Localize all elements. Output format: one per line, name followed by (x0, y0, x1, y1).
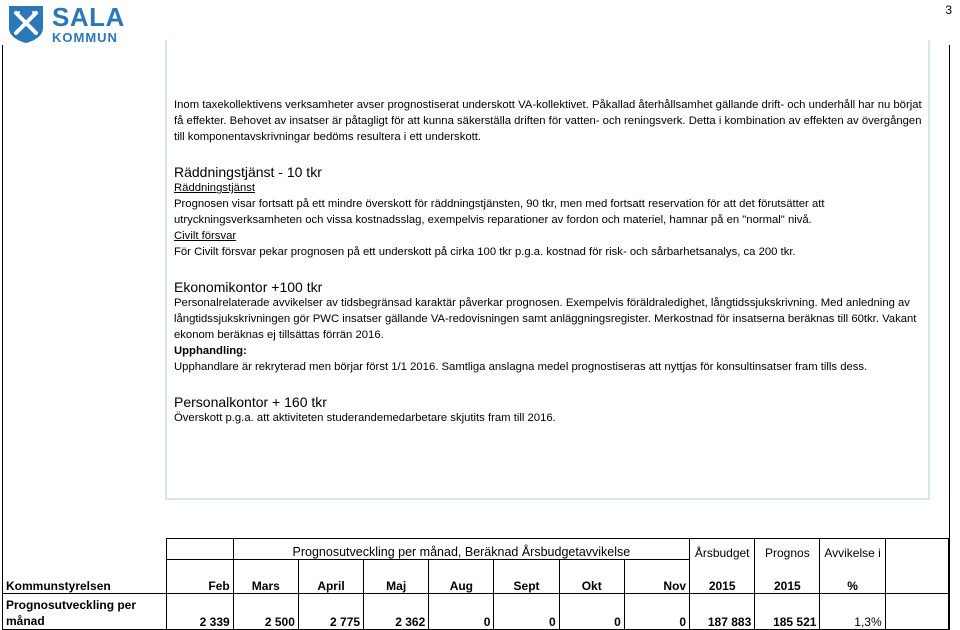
value-sept: 0 (494, 594, 559, 630)
logo-title: SALA (52, 2, 125, 32)
personal-text: Överskott p.g.a. att aktiviteten studerandemedarbetare skjutits fram till 2016. (174, 412, 556, 425)
month-header-sept: Sept (494, 560, 559, 594)
value-maj: 2 362 (364, 594, 429, 630)
page-number: 3 (945, 3, 952, 17)
value-prognos: 185 521 (755, 594, 820, 630)
value-april: 2 775 (298, 594, 363, 630)
value-budget: 187 883 (690, 594, 755, 630)
ekonomi-heading: Ekonomikontor +100 tkr (174, 279, 323, 296)
row-label-prognosutveckling (3, 594, 167, 630)
logo-subtitle: KOMMUN (52, 30, 118, 45)
value-okt: 0 (559, 594, 624, 630)
value-mars: 2 500 (233, 594, 298, 630)
raddning-heading: Räddningstjänst - 10 tkr (174, 164, 322, 181)
row-header-kommunstyrelsen: Kommunstyrelsen (3, 560, 167, 594)
page-frame-right (949, 45, 950, 630)
civilt-subheading: Civilt försvar (174, 229, 237, 242)
civilt-text: För Civilt försvar pekar prognosen på ett underskott på cirka 100 tkr p.g.a. kostnad för risk- och sårbarhetsanalys, ca 200 tkr. (174, 245, 796, 258)
intro-paragraph: Inom taxekollektivens verksamheter avser prognostiserat underskott VA-kollektivet. Påkallad återhållsamhet gällande drift- och underhåll har nu börjat få effekter. Behovet av insatser är påtagligt för att kunna säkerställa driften för vatten- och reningsverk. Detta i kombination av effekten av övergången till komponentavskrivningar bedöms resultera i ett underskott. (174, 99, 922, 143)
value-feb: 2 339 (166, 594, 233, 630)
report-text (174, 98, 926, 427)
month-header-aug: Aug (429, 560, 494, 594)
avvikelse-header-2: % (820, 560, 885, 594)
budget-header-2: 2015 (690, 560, 755, 594)
budget-header-1: Årsbudget (690, 539, 755, 560)
prognos-header-1: Prognos (755, 539, 820, 560)
value-avvikelse: 1,3% (820, 594, 885, 630)
month-header-okt: Okt (559, 560, 624, 594)
personal-heading: Personalkontor + 160 tkr (174, 394, 327, 411)
value-aug: 0 (429, 594, 494, 630)
upphandling-text: Upphandlare är rekryterad men börjar först 1/1 2016. Samtliga anslagna medel prognostiseras att nyttjas för konsultinsatser fram tills dess. (174, 360, 868, 373)
upphandling-subheading: Upphandling: (174, 344, 247, 357)
prognos-header-2: 2015 (755, 560, 820, 594)
table-title: Prognosutveckling per månad, Beräknad Årsbudgetavvikelse (233, 539, 689, 560)
month-header-nov: Nov (624, 560, 689, 594)
forecast-table (2, 538, 949, 630)
sala-kommun-logo (6, 4, 125, 44)
value-nov: 0 (624, 594, 689, 630)
month-header-april: April (298, 560, 363, 594)
month-header-feb: Feb (166, 560, 233, 594)
avvikelse-header-1: Avvikelse i (820, 539, 885, 560)
month-header-maj: Maj (364, 560, 429, 594)
raddning-text: Prognosen visar fortsatt på ett mindre överskott för räddningstjänsten, 90 tkr, men med fortsatt reservation för att det förutsätter att utryckningsverksamheten och vissa kostnadsslag, exempelvis reparationer av fordon och materiel, hamnar på en "normal" nivå. (174, 198, 825, 226)
row-label-line-1: Prognosutveckling per (6, 598, 137, 612)
logo-emblem-icon (6, 4, 46, 44)
month-header-mars: Mars (233, 560, 298, 594)
ekonomi-text: Personalrelaterade avvikelser av tidsbegränsad karaktär påverkar prognosen. Exempelvis föräldraledighet, långtidssjukskrivning. Med anledning av långtidssjukskrivningen gör PWC insatser gällande VA-redovisningen samt anläggningsregister. Merkostnad för insatserna beräknas till 60tkr. Vakant ekonom beräknas ej tillsättas förrän 2016. (174, 297, 917, 341)
row-label-line-2: månad (6, 614, 45, 628)
raddning-subheading: Räddningstjänst (174, 182, 256, 195)
